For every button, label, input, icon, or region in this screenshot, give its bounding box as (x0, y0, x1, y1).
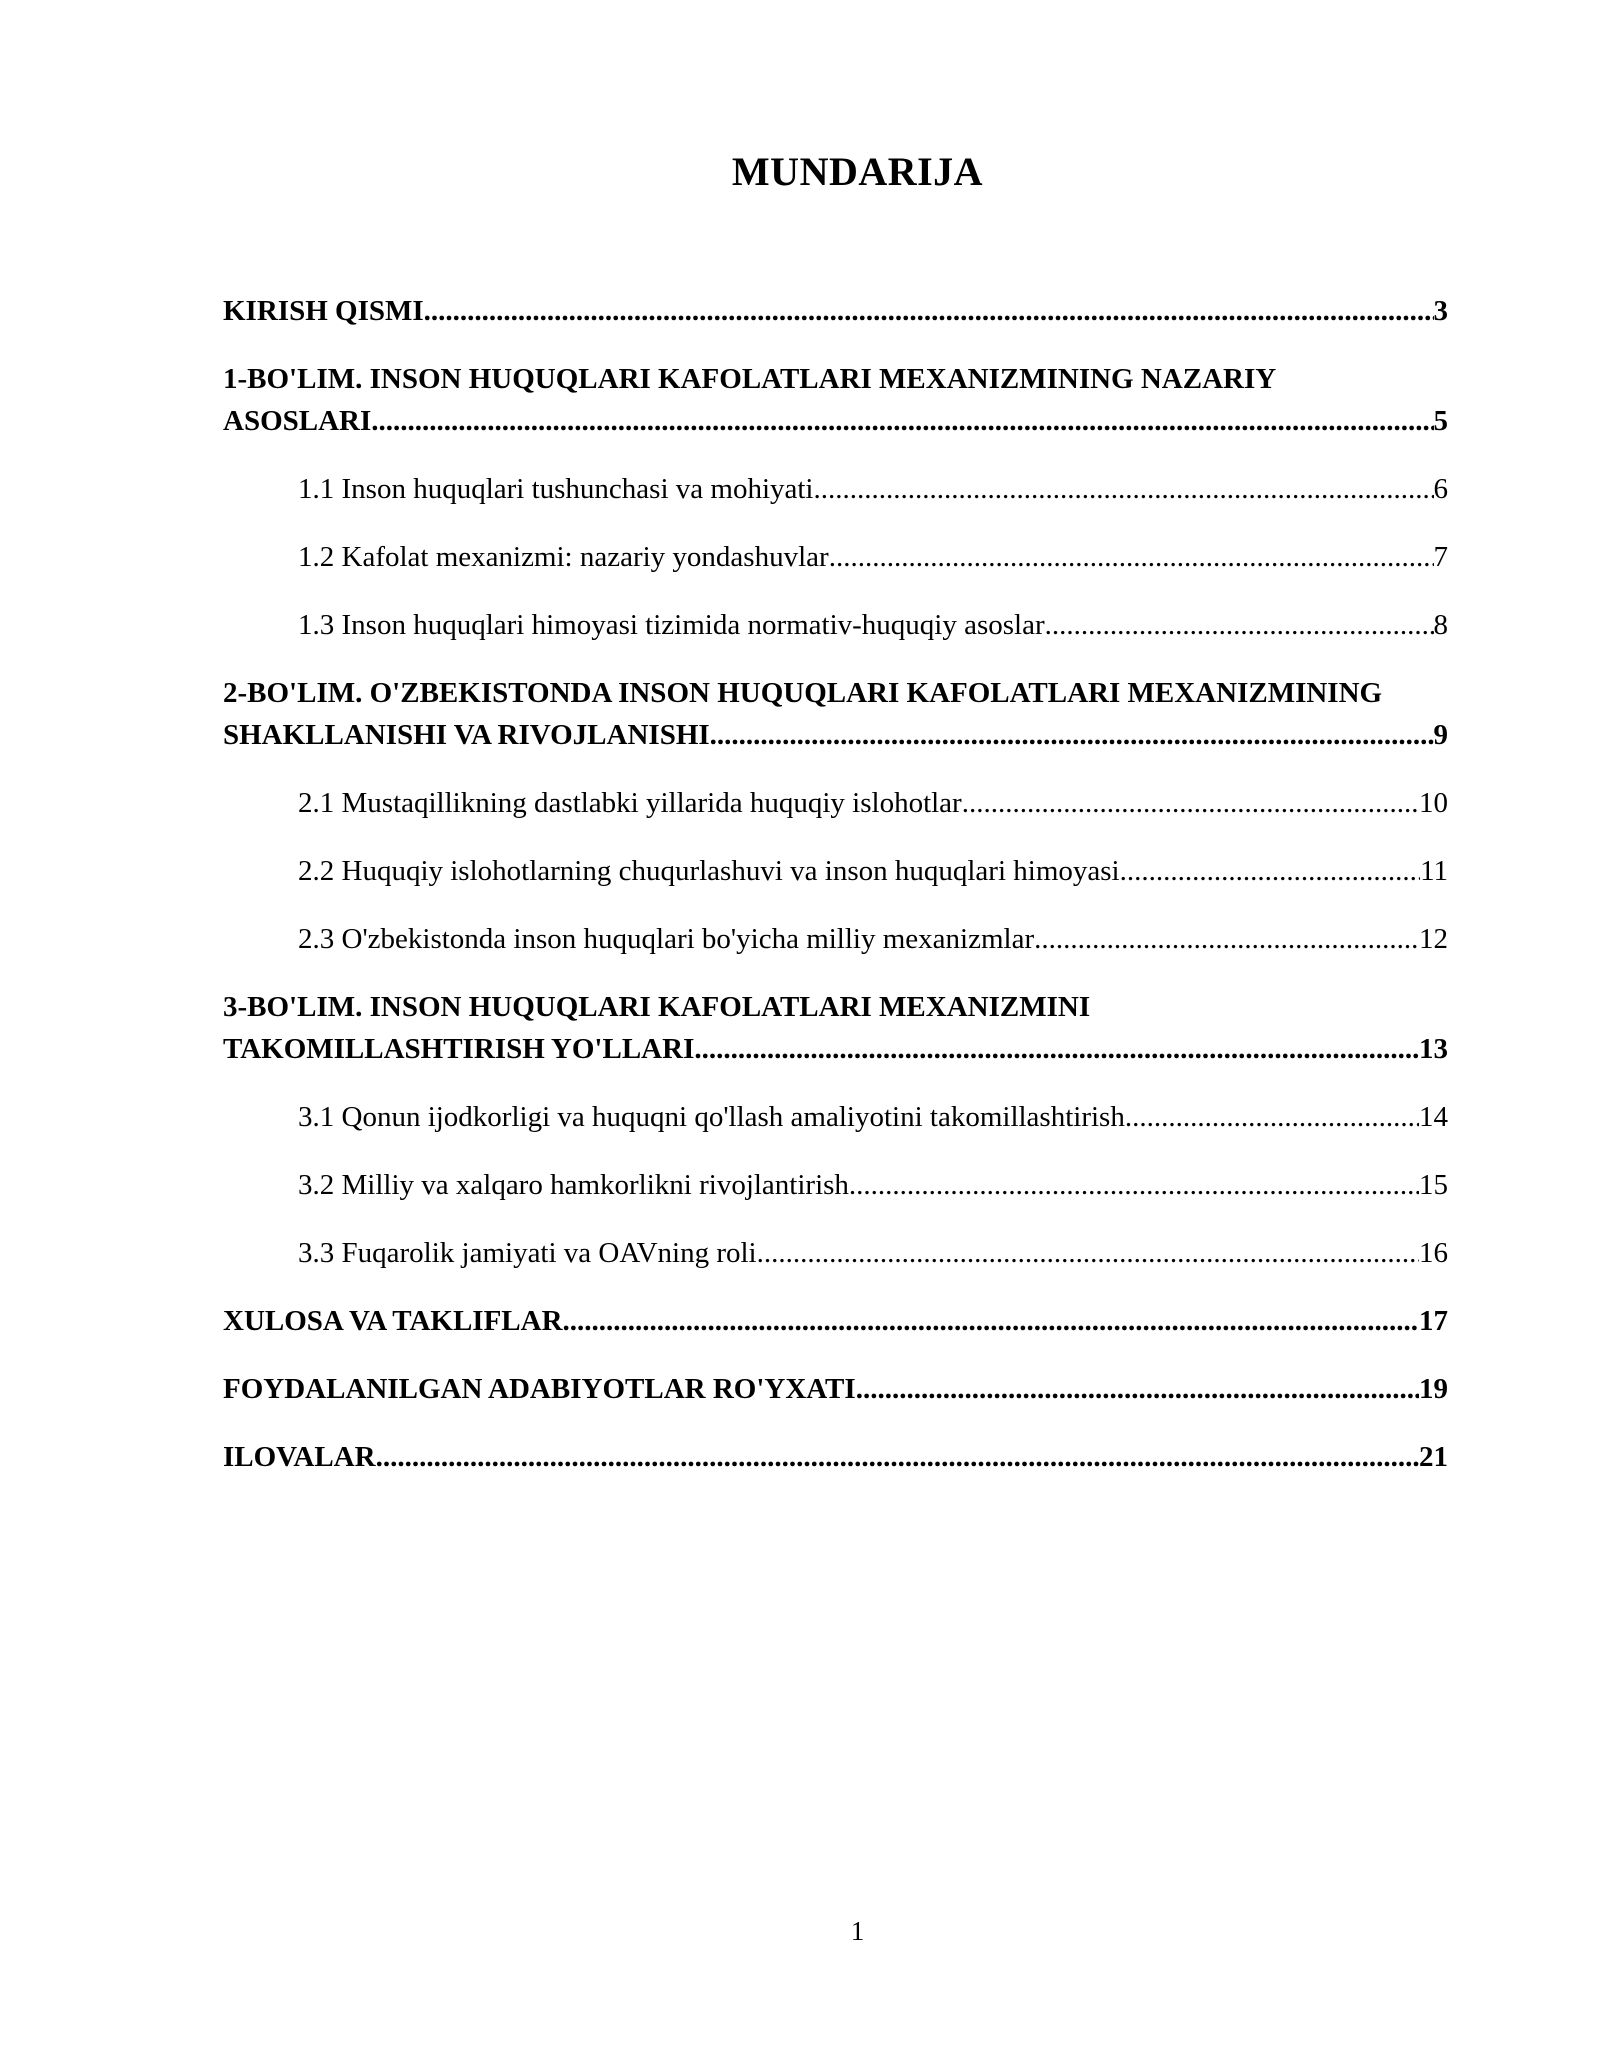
toc-entry-ilovalar[interactable] (223, 1436, 1448, 1478)
toc-page-number: 10 (1419, 787, 1448, 819)
toc-entry-text: ASOSLARI (223, 405, 372, 437)
toc-entry-text: KIRISH QISMI (223, 295, 424, 327)
toc-page-number: 6 (1433, 473, 1448, 505)
toc-page-number: 15 (1419, 1169, 1448, 1201)
toc-page-number: 17 (1419, 1305, 1448, 1337)
toc-entry-text: SHAKLLANISHI VA RIVOJLANISHI (223, 719, 710, 751)
toc-entry-1-2[interactable] (223, 536, 1448, 578)
toc-entry-text: 2.2 Huquqiy islohotlarning chuqurlashuvi va inson huquqlari himoyasi (298, 855, 1120, 887)
toc-page-number: 12 (1419, 923, 1448, 955)
toc-entry-text: ILOVALAR (223, 1441, 376, 1473)
dot-leader (424, 290, 1434, 332)
dot-leader (371, 400, 1433, 442)
page-title: MUNDARIJA (731, 149, 984, 194)
dot-leader (694, 1028, 1419, 1070)
toc-entry-adabiyotlar[interactable] (223, 1368, 1448, 1410)
dot-leader (814, 468, 1434, 510)
toc-page-number: 19 (1419, 1373, 1448, 1405)
dot-leader (849, 1164, 1419, 1206)
toc-entry-text: 1.2 Kafolat mexanizmi: nazariy yondashuvlar (298, 541, 829, 573)
toc-entry-3-2[interactable] (223, 1164, 1448, 1206)
dot-leader (376, 1436, 1419, 1478)
toc-page-number: 13 (1419, 1033, 1448, 1065)
dot-leader (710, 714, 1434, 756)
toc-entry-xulosa[interactable] (223, 1300, 1448, 1342)
toc-page-number: 11 (1420, 855, 1448, 887)
dot-leader (962, 782, 1419, 824)
toc-entry-section-2[interactable] (223, 672, 1448, 756)
toc-page-number: 14 (1419, 1101, 1448, 1133)
toc-entry-text: TAKOMILLASHTIRISH YO'LLARI (223, 1033, 695, 1065)
toc-entry-1-3[interactable] (223, 604, 1448, 646)
table-of-contents (223, 290, 1448, 1504)
toc-entry-2-1[interactable] (223, 782, 1448, 824)
toc-page-number: 8 (1433, 609, 1448, 641)
toc-entry-2-2[interactable] (223, 850, 1448, 892)
dot-leader (1045, 604, 1434, 646)
dot-leader (829, 536, 1434, 578)
toc-entry-text: 3.1 Qonun ijodkorligi va huquqni qo'llash amaliyotini takomillashtirish (298, 1101, 1125, 1133)
dot-leader (1120, 850, 1420, 892)
toc-entry-text: 2.3 O'zbekistonda inson huquqlari bo'yicha milliy mexanizmlar (298, 923, 1035, 955)
toc-entry-kirish[interactable] (223, 290, 1448, 332)
toc-entry-first-line: 2-BO'LIM. O'ZBEKISTONDA INSON HUQUQLARI KAFOLATLARI MEXANIZMINING (223, 677, 1383, 709)
toc-page-number: 3 (1433, 295, 1448, 327)
toc-entry-3-1[interactable] (223, 1096, 1448, 1138)
toc-entry-3-3[interactable] (223, 1232, 1448, 1274)
toc-entry-text: 1.3 Inson huquqlari himoyasi tizimida normativ-huquqiy asoslar (298, 609, 1045, 641)
toc-entry-text: FOYDALANILGAN ADABIYOTLAR RO'YXATI (223, 1373, 856, 1405)
toc-entry-text: 3.3 Fuqarolik jamiyati va OAVning roli (298, 1237, 757, 1269)
toc-entry-text: 1.1 Inson huquqlari tushunchasi va mohiyati (298, 473, 814, 505)
toc-entry-section-3[interactable] (223, 986, 1448, 1070)
dot-leader (563, 1300, 1419, 1342)
toc-entry-text: XULOSA VA TAKLIFLAR (223, 1305, 563, 1337)
toc-entry-text: 3.2 Milliy va xalqaro hamkorlikni rivojlantirish (298, 1169, 849, 1201)
toc-entry-2-3[interactable] (223, 918, 1448, 960)
toc-page-number: 7 (1433, 541, 1448, 573)
toc-entry-text: 2.1 Mustaqillikning dastlabki yillarida huquqiy islohotlar (298, 787, 962, 819)
toc-page-number: 16 (1419, 1237, 1448, 1269)
toc-page-number: 21 (1419, 1441, 1448, 1473)
toc-entry-first-line: 3-BO'LIM. INSON HUQUQLARI KAFOLATLARI MEXANIZMINI (223, 991, 1091, 1023)
dot-leader (757, 1232, 1419, 1274)
dot-leader (1034, 918, 1419, 960)
page-number: 1 (850, 1916, 865, 1946)
toc-page-number: 9 (1433, 719, 1448, 751)
toc-entry-1-1[interactable] (223, 468, 1448, 510)
toc-entry-first-line: 1-BO'LIM. INSON HUQUQLARI KAFOLATLARI MEXANIZMINING NAZARIY (223, 363, 1277, 395)
dot-leader (1125, 1096, 1419, 1138)
toc-entry-section-1[interactable] (223, 358, 1448, 442)
toc-page-number: 5 (1433, 405, 1448, 437)
dot-leader (856, 1368, 1419, 1410)
